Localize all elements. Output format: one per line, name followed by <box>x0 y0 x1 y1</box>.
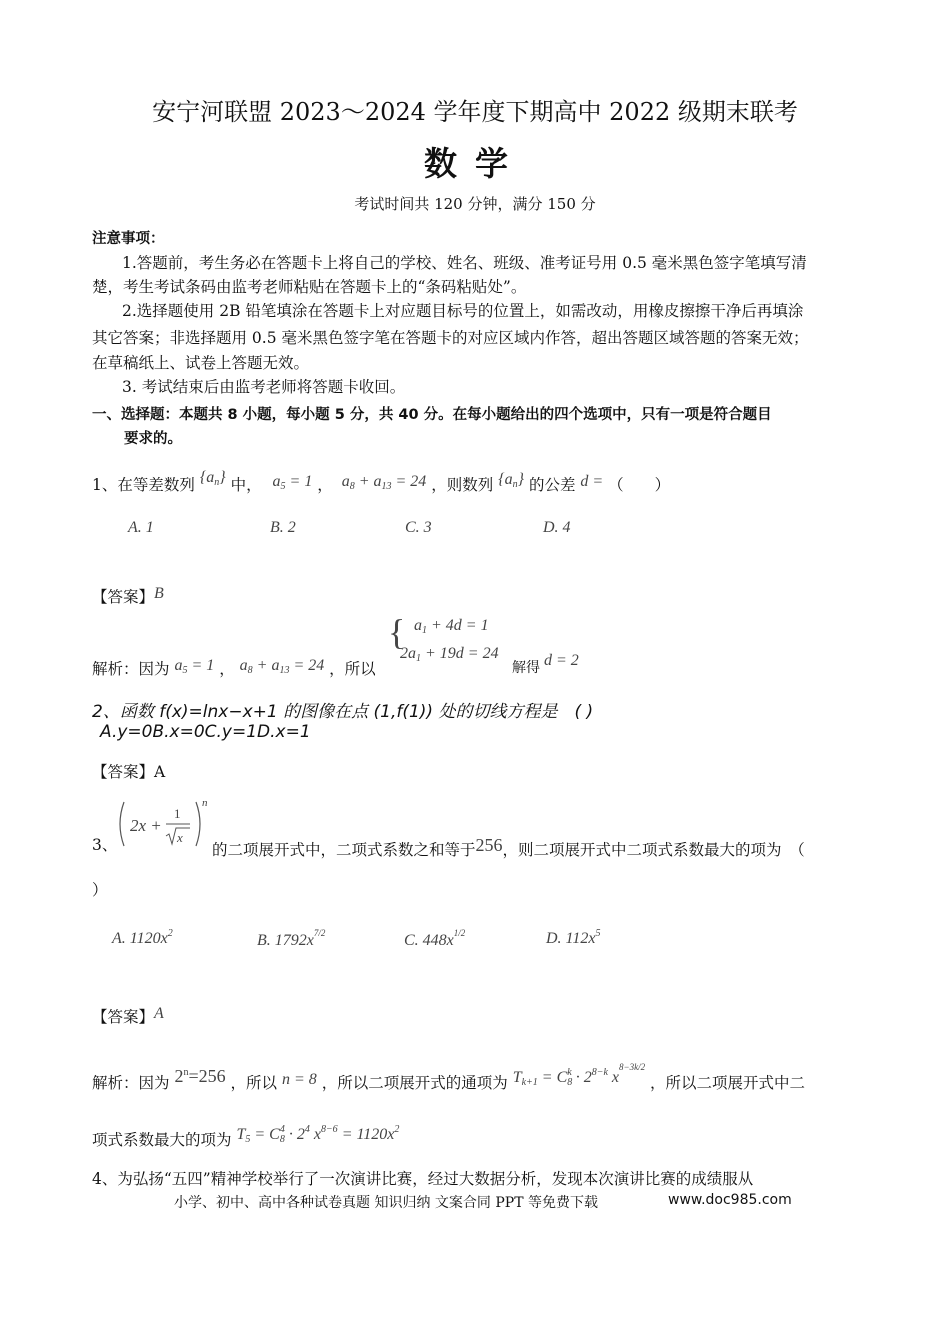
q3-answer <box>92 1000 164 1031</box>
q1-d-formula: d = <box>580 473 604 490</box>
q3-text-1: 的二项展开式中，二项式系数之和等于 <box>212 841 476 859</box>
q3-max-term: $T_5 = C_8^4 \cdot 2^4$ $x^{8-6} = 1120x^2$ <box>236 1124 400 1145</box>
q1-system-line-1: $a_1 + 4d = 1$ <box>414 617 489 636</box>
exam-info: 考试时间共 120 分钟，满分 150 分 <box>354 195 596 213</box>
q3-solution-text-4: ，所以二项展开式中二 <box>650 1074 806 1092</box>
q1-solution-text-4: 解得 <box>512 660 540 676</box>
q1-solution-eq-2: $a_8 + a_{13} = 24$ <box>239 657 325 676</box>
q1-text-4: ，则数列 <box>431 476 494 494</box>
question-1 <box>92 464 670 500</box>
q1-solution-text-3: ，所以 <box>329 660 376 678</box>
q1-answer-value: B <box>154 585 164 602</box>
q1-solution-result: d = 2 <box>544 652 579 669</box>
q3-text-3: ） <box>92 881 108 899</box>
note-1-line-1: 1.答题前，考生务必在答题卡上将自己的学校、姓名、班级、准考证号用 0.5 毫米黑色签字笔填写清 <box>122 254 807 272</box>
q3-solution-eq-1: $2^n=256$ <box>174 1066 226 1086</box>
q3-solution-eq-2: n = 8 <box>282 1071 317 1088</box>
q1-solution <box>92 652 376 684</box>
q3-option-c <box>404 928 465 950</box>
q1-system-line-2: $2a_1 + 19d = 24$ <box>400 645 499 664</box>
q3-option-b <box>257 928 325 950</box>
svg-text:1: 1 <box>174 806 181 821</box>
note-1-line-2: 楚，考生考试条码由监考老师粘贴在答题卡上的“条码粘贴处”。 <box>92 278 527 296</box>
q2-answer <box>92 759 165 786</box>
q3-option-a-exp: 2 <box>167 928 173 939</box>
q3-option-b-text: B. 1792x <box>257 932 314 949</box>
q3-text <box>212 832 805 864</box>
q3-option-d-text: D. 112x <box>546 930 596 947</box>
q1-solution-text-1: 解析：因为 <box>92 660 170 678</box>
note-2-line-2: 其它答案；非选择题用 0.5 毫米黑色签字笔在答题卡的对应区域内作答，超出答题区域答题的答案无效； <box>92 329 809 347</box>
q2-answer-label: 【答案】 <box>92 763 155 781</box>
note-2-line-3: 在草稿纸上、试卷上答题无效。 <box>92 354 310 372</box>
question-4: 4、为弘扬“五四”精神学校举行了一次演讲比赛，经过大数据分析，发现本次演讲比赛的成绩服从 <box>92 1170 754 1188</box>
q3-option-a-text: A. 1120x <box>112 930 168 947</box>
q3-solution-text-1: 解析：因为 <box>92 1074 170 1092</box>
q1-sequence-formula-2: $\{a_n\}$ <box>498 471 524 490</box>
q3-option-a <box>112 928 173 948</box>
q1-text-3: ， <box>317 476 333 494</box>
q3-solution-line-1 <box>92 1054 805 1097</box>
subject-title: 数学 <box>424 144 526 183</box>
q1-option-c: C. 3 <box>405 519 432 536</box>
q1-text-5: 的公差 <box>528 476 576 494</box>
q1-condition-1: $a_5 = 1$ <box>272 473 313 492</box>
q3-option-c-text: C. 448x <box>404 932 454 949</box>
q1-option-b: B. 2 <box>270 519 296 536</box>
q1-sequence-formula: $\{a_n\}$ <box>199 469 226 488</box>
q3-option-d-exp: 5 <box>595 928 601 939</box>
q3-solution-line-2 <box>92 1116 399 1154</box>
svg-text:2x +: 2x + <box>130 816 162 835</box>
section-heading-line-1: 一、选择题：本题共 8 小题，每小题 5 分，共 40 分。在每小题给出的四个选项中，只有一项是符合题目 <box>92 407 772 423</box>
q3-binomial-expression <box>114 794 214 854</box>
q3-solution-text-2: ，所以 <box>230 1074 278 1092</box>
q3-answer-value: A <box>154 1005 164 1022</box>
q3-answer-label: 【答案】 <box>92 1008 155 1026</box>
q3-text-2: ，则二项展开式中二项式系数最大的项为 （ <box>502 841 805 859</box>
note-2-line-1: 2.选择题使用 2B 铅笔填涂在答题卡上对应题目标号的位置上，如需改动，用橡皮擦擦干净后再填涂 <box>122 302 804 320</box>
svg-text:x: x <box>177 830 183 845</box>
q1-text-6: （ ） <box>608 476 671 494</box>
q3-solution-text-5: 项式系数最大的项为 <box>92 1131 232 1149</box>
footer-site-link[interactable]: www.doc985.com <box>668 1192 792 1208</box>
q3-general-term: $T_{k+1} = C_8^k \cdot 2^{8-k}$ $x^{8-3k/2}$ <box>512 1062 646 1088</box>
q2-options: A.y=0B.x=0C.y=1D.x=1 <box>100 722 311 742</box>
q3-solution-text-3: ，所以二项展开式的通项为 <box>321 1074 508 1092</box>
q1-text-2: 中， <box>230 476 262 494</box>
q3-number: 3、 <box>92 836 118 854</box>
q1-solution-text-2: ， <box>219 660 235 678</box>
q1-condition-2: $a_8 + a_{13} = 24$ <box>341 473 427 492</box>
note-3: 3. 考试结束后由监考老师将答题卡收回。 <box>122 378 406 396</box>
notes-heading: 注意事项： <box>92 231 165 247</box>
q1-option-a: A. 1 <box>128 519 154 536</box>
q2-answer-value: A <box>154 763 166 781</box>
svg-text:n: n <box>202 797 208 809</box>
q1-solution-eq-1: $a_5 = 1$ <box>174 657 215 676</box>
q1-answer-label: 【答案】 <box>92 588 155 606</box>
q3-option-b-exp: 7/2 <box>313 928 326 938</box>
footer-text: 小学、初中、高中各种试卷真题 知识归纳 文案合同 PPT 等免费下载 <box>174 1195 598 1211</box>
q3-value: 256 <box>475 835 503 855</box>
question-2: 2、函数 f(x)=lnx−x+1 的图像在点 (1,f(1)) 处的切线方程是 ( ) <box>92 702 594 722</box>
exam-title: 安宁河联盟 2023～2024 学年度下期高中 2022 级期末联考 <box>152 98 798 126</box>
q3-option-d <box>546 928 600 948</box>
q1-text-1: 1、在等差数列 <box>92 476 195 494</box>
q3-option-c-exp: 1/2 <box>453 928 466 938</box>
section-heading-line-2: 要求的。 <box>124 431 182 447</box>
q1-answer <box>92 580 164 611</box>
system-brace: { <box>388 612 406 652</box>
q1-option-d: D. 4 <box>543 519 571 536</box>
